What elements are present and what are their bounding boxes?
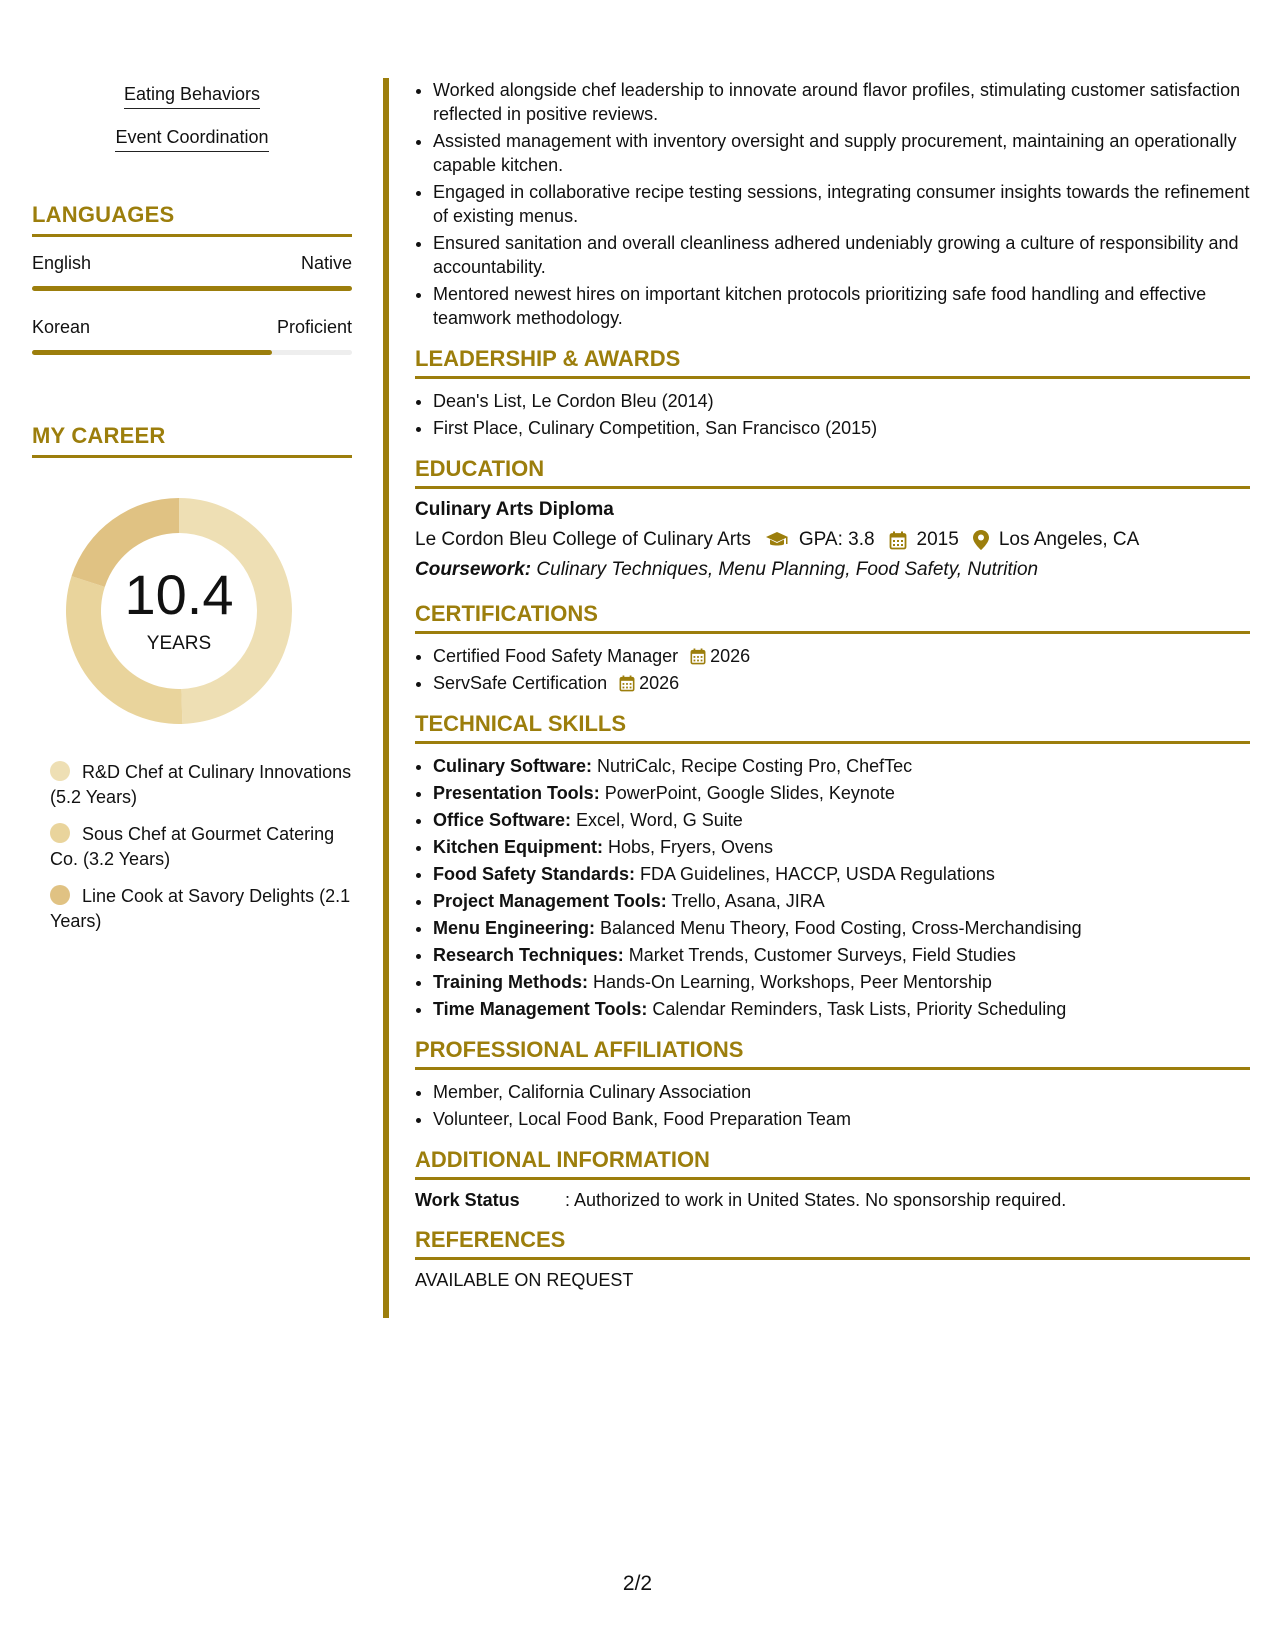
experience-bullets xyxy=(415,78,1250,330)
education-degree: Culinary Arts Diploma xyxy=(415,499,614,520)
language-proficiency-fill xyxy=(32,350,272,355)
calendar-icon xyxy=(690,648,706,665)
calendar-icon xyxy=(619,675,635,692)
references-title: REFERENCES xyxy=(415,1227,1250,1260)
skill-item xyxy=(433,916,1250,940)
language-proficiency-bar xyxy=(32,286,352,291)
education-location: Los Angeles, CA xyxy=(998,529,1140,550)
coursework-label: Coursework: xyxy=(415,559,532,580)
coursework-value: Culinary Techniques, Menu Planning, Food Safety, Nutrition xyxy=(536,559,1039,580)
legend-dot-icon xyxy=(50,823,70,843)
left-column xyxy=(32,84,352,946)
skill-label: Project Management Tools: xyxy=(433,891,667,911)
language-item xyxy=(32,253,352,291)
right-column xyxy=(415,78,1250,1291)
language-proficiency-bar xyxy=(32,350,352,355)
certification-name: • Certified Food Safety Manager xyxy=(433,646,679,666)
skill-label: Training Methods: xyxy=(433,972,588,992)
references-text: AVAILABLE ON REQUEST xyxy=(415,1270,634,1290)
education-title: EDUCATION xyxy=(415,456,1250,489)
language-proficiency-fill xyxy=(32,286,352,291)
location-pin-icon xyxy=(973,530,989,550)
skill-value: NutriCalc, Recipe Costing Pro, ChefTec xyxy=(597,756,913,776)
interest-item: Event Coordination xyxy=(115,127,268,152)
education-gpa: GPA: 3.8 xyxy=(798,529,875,550)
skills-title: TECHNICAL SKILLS xyxy=(415,711,1250,744)
graduation-cap-icon xyxy=(765,531,789,549)
skill-label: Food Safety Standards: xyxy=(433,864,636,884)
leadership-list xyxy=(415,389,1250,440)
certifications-list xyxy=(415,644,1250,695)
certification-name: • ServSafe Certification xyxy=(433,673,608,693)
experience-bullet: • Engaged in collaborative recipe testing sessions, integrating consumer insights towards the refinement of existing menus. xyxy=(433,180,1250,228)
career-section xyxy=(32,423,352,934)
skill-label: Research Techniques: xyxy=(433,945,624,965)
career-years-unit: YEARS xyxy=(146,633,212,654)
experience-bullet: • Assisted management with inventory oversight and supply procurement, maintaining an operationally capable kitchen. xyxy=(433,129,1250,177)
skill-value: Balanced Menu Theory, Food Costing, Cross-Merchandising xyxy=(600,918,1082,938)
education-year: 2015 xyxy=(916,529,959,550)
skill-item xyxy=(433,835,1250,859)
work-status-row xyxy=(415,1190,1250,1211)
skill-value: Market Trends, Customer Surveys, Field Studies xyxy=(628,945,1016,965)
certification-item xyxy=(433,644,1250,668)
leadership-item: • Dean's List, Le Cordon Bleu (2014) xyxy=(433,389,1250,413)
language-name: Korean xyxy=(32,317,91,337)
skill-item xyxy=(433,889,1250,913)
career-role-label: Line Cook at Savory Delights (2.1 Years) xyxy=(50,886,351,931)
legend-dot-icon xyxy=(50,885,70,905)
leadership-item: • First Place, Culinary Competition, San Francisco (2015) xyxy=(433,416,1250,440)
skill-item xyxy=(433,970,1250,994)
skill-value: FDA Guidelines, HACCP, USDA Regulations xyxy=(640,864,995,884)
column-divider xyxy=(383,78,389,1318)
career-legend-item xyxy=(50,884,352,934)
skill-item xyxy=(433,862,1250,886)
leadership-title: LEADERSHIP & AWARDS xyxy=(415,346,1250,379)
skill-item xyxy=(433,997,1250,1021)
languages-title: LANGUAGES xyxy=(32,202,352,237)
skill-label: Menu Engineering: xyxy=(433,918,595,938)
education-details xyxy=(415,529,1250,551)
language-level: Native xyxy=(300,253,352,273)
certifications-title: CERTIFICATIONS xyxy=(415,601,1250,634)
skill-label: Kitchen Equipment: xyxy=(433,837,603,857)
skill-label: Presentation Tools: xyxy=(433,783,600,803)
skill-value: Excel, Word, G Suite xyxy=(576,810,743,830)
affiliation-item: • Volunteer, Local Food Bank, Food Preparation Team xyxy=(433,1107,1250,1131)
affiliations-title: PROFESSIONAL AFFILIATIONS xyxy=(415,1037,1250,1070)
skill-value: Calendar Reminders, Task Lists, Priority Scheduling xyxy=(652,999,1067,1019)
skill-label: Culinary Software: xyxy=(433,756,593,776)
page-number: 2/2 xyxy=(622,1572,653,1595)
skill-item xyxy=(433,943,1250,967)
skill-value: Trello, Asana, JIRA xyxy=(671,891,825,911)
skill-label: Office Software: xyxy=(433,810,572,830)
certification-item xyxy=(433,671,1250,695)
career-total-years: 10.4 xyxy=(124,563,234,626)
education-coursework xyxy=(415,559,1250,581)
legend-dot-icon xyxy=(50,761,70,781)
work-status-label: Work Status xyxy=(415,1190,520,1210)
calendar-icon xyxy=(889,531,907,550)
language-level: Proficient xyxy=(276,317,352,337)
language-name: English xyxy=(32,253,92,273)
skills-list xyxy=(415,754,1250,1021)
skill-value: PowerPoint, Google Slides, Keynote xyxy=(604,783,895,803)
skill-value: Hands-On Learning, Workshops, Peer Mentorship xyxy=(593,972,992,992)
career-role-label: Sous Chef at Gourmet Catering Co. (3.2 Years) xyxy=(50,824,335,869)
skill-value: Hobs, Fryers, Ovens xyxy=(608,837,774,857)
career-legend-item xyxy=(50,760,352,810)
career-donut-chart xyxy=(66,498,292,724)
affiliations-list xyxy=(415,1080,1250,1131)
career-legend xyxy=(50,760,352,934)
skill-label: Time Management Tools: xyxy=(433,999,648,1019)
experience-bullet: • Worked alongside chef leadership to innovate around flavor profiles, stimulating customer satisfaction reflected in positive reviews. xyxy=(433,78,1250,126)
languages-section xyxy=(32,202,352,355)
experience-bullet: • Ensured sanitation and overall cleanliness adhered undeniably growing a culture of responsibility and accountability. xyxy=(433,231,1250,279)
skill-item xyxy=(433,808,1250,832)
additional-info-title: ADDITIONAL INFORMATION xyxy=(415,1147,1250,1180)
affiliation-item: • Member, California Culinary Association xyxy=(433,1080,1250,1104)
certification-year: 2026 xyxy=(710,646,751,666)
interest-item: Eating Behaviors xyxy=(124,84,260,109)
certification-year: 2026 xyxy=(639,673,680,693)
work-status-value: : Authorized to work in United States. No sponsorship required. xyxy=(565,1190,1067,1210)
skill-item xyxy=(433,781,1250,805)
career-title: MY CAREER xyxy=(32,423,352,458)
language-item xyxy=(32,317,352,355)
skill-item xyxy=(433,754,1250,778)
career-legend-item xyxy=(50,822,352,872)
career-role-label: R&D Chef at Culinary Innovations (5.2 Years) xyxy=(50,762,352,807)
education-school: Le Cordon Bleu College of Culinary Arts xyxy=(415,529,751,550)
experience-bullet: • Mentored newest hires on important kitchen protocols prioritizing safe food handling and effective teamwork methodology. xyxy=(433,282,1250,330)
